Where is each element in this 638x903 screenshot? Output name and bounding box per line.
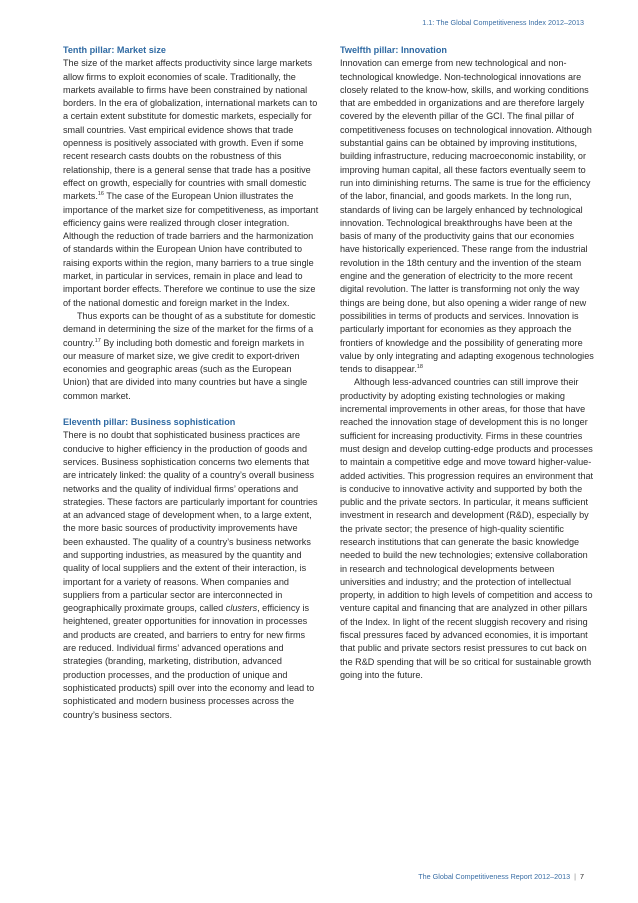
footer-report-title: The Global Competitiveness Report 2012–2013 bbox=[418, 872, 571, 881]
left-column bbox=[63, 44, 319, 722]
text-run: , efficiency is heightened, greater opportunities for innovation in processes and products are created, and barriers to entry for new firms are reduced. Individual firms’ advanced operations and strategies (branding, marketing, distribution, advanced production processes, and the production of unique and sophisticated products) spill over into the economy and lead to sophisticated and modern business processes across the country’s business sectors. bbox=[63, 603, 315, 720]
emphasis-clusters: clusters bbox=[225, 603, 258, 614]
text-run: There is no doubt that sophisticated business practices are conducive to higher efficiency in the production of goods and services. Business sophistication concerns two elements that are intricately linked: the quality of a country’s overall business networks and the quality of individual firms’ operations and strategies. These factors are particularly important for countries at an advanced stage of development when, to a large extent, the more basic sources of productivity improvements have been exhausted. The quality of a country’s business networks and supporting industries, as measured by the quantity and quality of local suppliers and the extent of their interaction, is important for a variety of reasons. When companies and suppliers from a particular sector are interconnected in geographically proximate groups, called bbox=[63, 430, 318, 614]
footnote-ref-17[interactable]: 17 bbox=[94, 337, 101, 344]
footer-separator: | bbox=[574, 872, 576, 881]
business-sophistication-paragraph bbox=[63, 429, 319, 722]
section-heading-market-size: Tenth pillar: Market size bbox=[63, 45, 166, 55]
footnote-ref-18[interactable]: 18 bbox=[416, 364, 423, 371]
right-column bbox=[340, 44, 596, 682]
text-run: Innovation can emerge from new technological and non-technological knowledge. Non-technological innovations are closely related to the know-how, skills, and working conditions that are embedded in organizations and are therefore largely covered by the eleventh pillar of the GCI. The final pillar of competitiveness focuses on technological innovation. Although substantial gains can be obtained by improving institutions, building infrastructure, reducing macroeconomic instability, or improving human capital, all these factors eventually seem to run into diminishing returns. The same is true for the efficiency of the labor, financial, and goods markets. In the long run, standards of living can be largely enhanced by technological innovation. Technological breakthroughs have been at the basis of many of the productivity gains that our economies have historically experienced. These range from the industrial revolution in the 18th century and the invention of the steam engine and the generation of electricity to the more recent digital revolution. The latter is transforming not only the way things are being done, but also opening a wider range of new possibilities in terms of products and services. Innovation is particularly important for economies as they approach the frontiers of knowledge and the possibility of generating more value by only integrating and adapting exogenous technologies tends to disappear. bbox=[340, 58, 594, 375]
market-size-paragraph-1 bbox=[63, 57, 319, 310]
text-run: By including both domestic and foreign markets in our measure of market size, we give credit to export-driven economies and geographic areas (such as the European Union) that are divided into many countries but have a single common market. bbox=[63, 337, 308, 401]
page-number: 7 bbox=[580, 872, 584, 881]
section-heading-business-sophistication: Eleventh pillar: Business sophistication bbox=[63, 417, 236, 428]
innovation-paragraph-2: Although less-advanced countries can still improve their productivity by adopting existing technologies or making incremental improvements in other areas, for those that have reached the innovation stage of development this is no longer sufficient for increasing productivity. Firms in these countries must design and develop cutting-edge products and processes to maintain a competitive edge and move toward higher-value-added activities. This progression requires an environment that is conducive to innovative activity and supported by both the public and the private sectors. In particular, it means sufficient investment in research and development (R&D), especially by the private sector; the presence of high-quality scientific research institutions that can generate the basic knowledge needed to build the new technologies; extensive collaboration in research and technological developments between universities and industry; and the protection of intellectual property, in addition to high levels of competition and access to venture capital and financing that are analyzed in other pillars of the Index. In light of the recent sluggish recovery and rising fiscal pressures faced by advanced economies, it is important that public and private sectors resist pressures to cut back on the R&D spending that will be so critical for sustainable growth going into the future. bbox=[340, 377, 594, 680]
innovation-paragraph-1 bbox=[340, 57, 596, 376]
text-run: The case of the European Union illustrates the importance of the market size for competitiveness, as important efficiency gains were realized through closer integration. Although the reduction of trade barriers and the harmonization of standards within the European Union have contributed to raising exports within the region, many barriers to a true single market, in particular in services, remain in place and lead to important border effects. Therefore we continue to use the size of the national domestic and foreign market in the Index. bbox=[63, 191, 319, 308]
section-heading-innovation: Twelfth pillar: Innovation bbox=[340, 45, 447, 55]
footnote-ref-16[interactable]: 16 bbox=[97, 191, 104, 198]
page-footer bbox=[418, 872, 584, 881]
text-run: The size of the market affects productivity since large markets allow firms to exploit economies of scale. Traditionally, the markets available to firms have been constrained by national borders. In the era of globalization, international markets can to a certain extent substitute for domestic markets, especially for small countries. Vast empirical evidence shows that trade openness is positively associated with growth. Even if some recent research casts doubts on the robustness of this relationship, there is a general sense that trade has a positive effect on growth, especially for countries with small domestic markets. bbox=[63, 58, 318, 202]
text-run: Thus exports can be thought of as a substitute for domestic demand in determining the size of the market for the firms of a country. bbox=[63, 310, 316, 348]
market-size-paragraph-2 bbox=[63, 310, 319, 403]
running-header: 1.1: The Global Competitiveness Index 2012–2013 bbox=[422, 18, 584, 27]
